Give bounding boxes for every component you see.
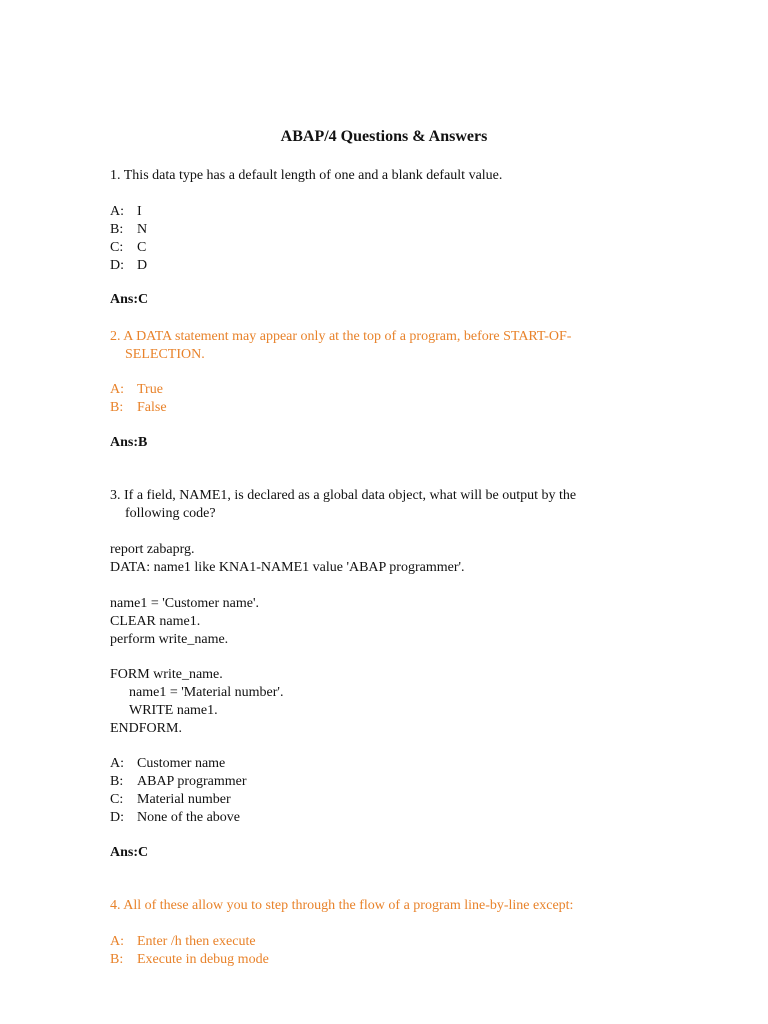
code-block bbox=[110, 541, 670, 577]
question-1 bbox=[110, 167, 670, 185]
code-line: WRITE name1. bbox=[129, 703, 218, 718]
option-b: B: Execute in debug mode bbox=[110, 952, 269, 967]
answer-label: Ans:C bbox=[110, 292, 149, 307]
code-line: name1 = 'Material number'. bbox=[129, 685, 284, 700]
code-line: FORM write_name. bbox=[110, 667, 223, 682]
question-4 bbox=[110, 897, 670, 915]
question-text: 1. This data type has a default length of one and a blank default value. bbox=[110, 168, 503, 183]
option-d: D: D bbox=[110, 258, 148, 273]
code-block bbox=[110, 595, 670, 649]
option-b: B: N bbox=[110, 222, 148, 237]
question-3-options bbox=[110, 755, 670, 827]
code-line: perform write_name. bbox=[110, 632, 229, 647]
answer-label: Ans:B bbox=[110, 435, 148, 450]
answer-label: Ans:C bbox=[110, 845, 149, 860]
question-text-cont: SELECTION. bbox=[125, 347, 205, 362]
question-3 bbox=[110, 487, 670, 523]
code-block bbox=[110, 666, 670, 738]
option-a: A: Enter /h then execute bbox=[110, 934, 256, 949]
page-title: ABAP/4 Questions & Answers bbox=[280, 128, 488, 145]
question-text: 2. A DATA statement may appear only at the top of a program, before START-OF- bbox=[110, 329, 572, 344]
option-b: B: False bbox=[110, 400, 167, 415]
question-2 bbox=[110, 328, 670, 364]
code-line: CLEAR name1. bbox=[110, 614, 201, 629]
option-a: A: True bbox=[110, 382, 163, 397]
question-text: 3. If a field, NAME1, is declared as a global data object, what will be output by the bbox=[110, 488, 577, 503]
code-line: report zabaprg. bbox=[110, 542, 195, 557]
question-text-cont: following code? bbox=[125, 506, 216, 521]
option-c: C: Material number bbox=[110, 792, 231, 807]
code-line: name1 = 'Customer name'. bbox=[110, 596, 260, 611]
question-4-options bbox=[110, 933, 670, 969]
question-2-options bbox=[110, 381, 670, 417]
option-a: A: I bbox=[110, 204, 142, 219]
question-text: 4. All of these allow you to step through the flow of a program line-by-line except: bbox=[110, 898, 574, 913]
code-line: ENDFORM. bbox=[110, 721, 182, 736]
code-line: DATA: name1 like KNA1-NAME1 value 'ABAP programmer'. bbox=[110, 560, 465, 575]
option-b: B: ABAP programmer bbox=[110, 774, 247, 789]
option-c: C: C bbox=[110, 240, 147, 255]
option-a: A: Customer name bbox=[110, 756, 226, 771]
option-d: D: None of the above bbox=[110, 810, 241, 825]
question-1-options bbox=[110, 203, 670, 275]
